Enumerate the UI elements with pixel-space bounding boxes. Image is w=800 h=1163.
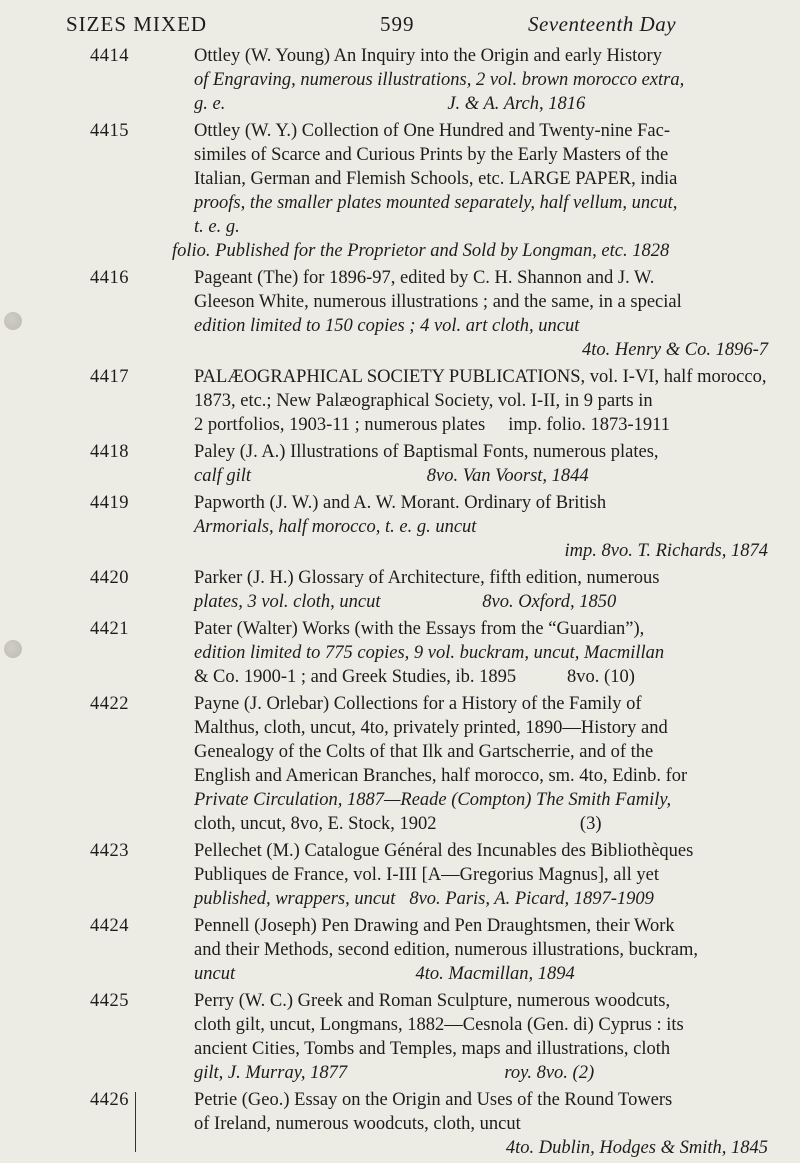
entry-line: Payne (J. Orlebar) Collections for a History of the Family of	[194, 694, 642, 714]
entry-line: PALÆOGRAPHICAL SOCIETY PUBLICATIONS, vol. I-VI, half morocco,	[194, 367, 767, 387]
entry-description	[194, 617, 768, 689]
lot-number: 4426	[90, 1090, 129, 1110]
entry-line: Publiques de France, vol. I-III [A—Gregorius Magnus], all yet	[194, 865, 659, 885]
entry-line: edition limited to 775 copies, 9 vol. buckram, uncut, Macmillan	[194, 643, 665, 663]
entry-line: g. e. J. & A. Arch, 1816	[194, 94, 586, 114]
entry-line: uncut 4to. Macmillan, 1894	[194, 964, 575, 984]
lot-number: 4418	[90, 442, 129, 462]
catalogue-entry	[0, 989, 800, 1085]
entry-line: Pageant (The) for 1896-97, edited by C. H. Shannon and J. W.	[194, 268, 655, 288]
entry-line: Perry (W. C.) Greek and Roman Sculpture, numerous woodcuts,	[194, 991, 671, 1011]
entry-line: t. e. g.	[194, 217, 240, 237]
catalogue-entry	[0, 119, 800, 263]
entry-line: Petrie (Geo.) Essay on the Origin and Uses of the Round Towers	[194, 1090, 673, 1110]
entry-line: Pater (Walter) Works (with the Essays from the “Guardian”),	[194, 619, 645, 639]
entry-line: Parker (J. H.) Glossary of Architecture, fifth edition, numerous	[194, 568, 660, 588]
entry-line: 4to. Dublin, Hodges & Smith, 1845	[505, 1138, 768, 1158]
entry-line: Ottley (W. Young) An Inquiry into the Origin and early History	[194, 46, 662, 66]
catalogue-entry	[0, 44, 800, 116]
entry-line: Genealogy of the Colts of that Ilk and Gartscherrie, and of the	[194, 742, 654, 762]
entry-line: 2 portfolios, 1903-11 ; numerous plates imp. folio. 1873-1911	[194, 415, 670, 435]
lot-number: 4425	[90, 991, 129, 1011]
entry-line: folio. Published for the Proprietor and Sold by Longman, etc. 1828	[172, 241, 670, 261]
entry-line: Papworth (J. W.) and A. W. Morant. Ordinary of British	[194, 493, 607, 513]
lot-number: 4422	[90, 694, 129, 714]
catalogue-entry	[0, 266, 800, 362]
catalogue-entry	[0, 914, 800, 986]
catalogue-entry	[0, 365, 800, 437]
entry-description	[194, 692, 768, 836]
entry-line: & Co. 1900-1 ; and Greek Studies, ib. 1895 8vo. (10)	[194, 667, 635, 687]
lot-number: 4414	[90, 46, 129, 66]
entry-line: gilt, J. Murray, 1877 roy. 8vo. (2)	[194, 1063, 595, 1083]
entry-line: plates, 3 vol. cloth, uncut 8vo. Oxford, 1850	[194, 592, 617, 612]
page-number: 599	[380, 12, 415, 36]
entry-line: Private Circulation, 1887—Reade (Compton) The Smith Family,	[194, 790, 672, 810]
entry-description	[194, 914, 768, 986]
entry-line: calf gilt 8vo. Van Voorst, 1844	[194, 466, 589, 486]
entry-line: Malthus, cloth, uncut, 4to, privately printed, 1890—History and	[194, 718, 668, 738]
entry-line: Pellechet (M.) Catalogue Général des Incunables des Bibliothèques	[194, 841, 694, 861]
catalogue-entry	[0, 440, 800, 488]
lot-number: 4423	[90, 841, 129, 861]
lot-number: 4421	[90, 619, 129, 639]
entry-line: published, wrappers, uncut 8vo. Paris, A. Picard, 1897-1909	[194, 889, 654, 909]
entry-line: similes of Scarce and Curious Prints by the Early Masters of the	[194, 145, 669, 165]
lot-number: 4415	[90, 121, 129, 141]
entry-line: edition limited to 150 copies ; 4 vol. art cloth, uncut	[194, 316, 580, 336]
margin-bracket	[135, 1092, 154, 1152]
lot-number: 4420	[90, 568, 129, 588]
lot-number: 4419	[90, 493, 129, 513]
catalogue-entry	[0, 491, 800, 563]
catalogue-entry	[0, 566, 800, 614]
catalogue-entry	[0, 839, 800, 911]
entry-description	[194, 1088, 768, 1160]
entry-line: Gleeson White, numerous illustrations ; and the same, in a special	[194, 292, 682, 312]
entry-line: imp. 8vo. T. Richards, 1874	[564, 541, 768, 561]
lot-number: 4424	[90, 916, 129, 936]
entry-description	[194, 365, 768, 437]
page-header	[0, 4, 800, 44]
entry-line: Paley (J. A.) Illustrations of Baptismal Fonts, numerous plates,	[194, 442, 659, 462]
entry-line: ancient Cities, Tombs and Temples, maps and illustrations, cloth	[194, 1039, 671, 1059]
lot-number: 4416	[90, 268, 129, 288]
entry-line: Armorials, half morocco, t. e. g. uncut	[194, 517, 477, 537]
entry-line: and their Methods, second edition, numerous illustrations, buckram,	[194, 940, 699, 960]
entry-description	[194, 491, 768, 563]
entry-description	[194, 266, 768, 362]
catalogue-entry	[0, 617, 800, 689]
entry-description	[194, 566, 768, 614]
header-day-title: Seventeenth Day	[528, 12, 677, 36]
entry-description	[172, 119, 768, 263]
header-section-title: SIZES MIXED	[66, 12, 208, 36]
entry-description	[194, 440, 768, 488]
entry-description	[194, 839, 768, 911]
entry-line: 4to. Henry & Co. 1896-7	[581, 340, 768, 360]
catalogue-entries	[0, 44, 800, 1163]
entry-line: English and American Branches, half morocco, sm. 4to, Edinb. for	[194, 766, 688, 786]
entry-line: of Ireland, numerous woodcuts, cloth, uncut	[194, 1114, 521, 1134]
catalogue-entry	[0, 1088, 800, 1160]
catalogue-entry	[0, 692, 800, 836]
entry-line: of Engraving, numerous illustrations, 2 vol. brown morocco extra,	[194, 70, 685, 90]
entry-line: Italian, German and Flemish Schools, etc. LARGE PAPER, india	[194, 169, 678, 189]
entry-line: 1873, etc.; New Palæographical Society, vol. I-II, in 9 parts in	[194, 391, 653, 411]
entry-description	[194, 989, 768, 1085]
lot-number: 4417	[90, 367, 129, 387]
entry-line: cloth, uncut, 8vo, E. Stock, 1902 (3)	[194, 814, 602, 834]
entry-line: Pennell (Joseph) Pen Drawing and Pen Draughtsmen, their Work	[194, 916, 675, 936]
entry-description	[194, 44, 768, 116]
entry-line: Ottley (W. Y.) Collection of One Hundred and Twenty-nine Fac-	[194, 121, 671, 141]
entry-line: proofs, the smaller plates mounted separately, half vellum, uncut,	[194, 193, 678, 213]
entry-line: cloth gilt, uncut, Longmans, 1882—Cesnola (Gen. di) Cyprus : its	[194, 1015, 684, 1035]
